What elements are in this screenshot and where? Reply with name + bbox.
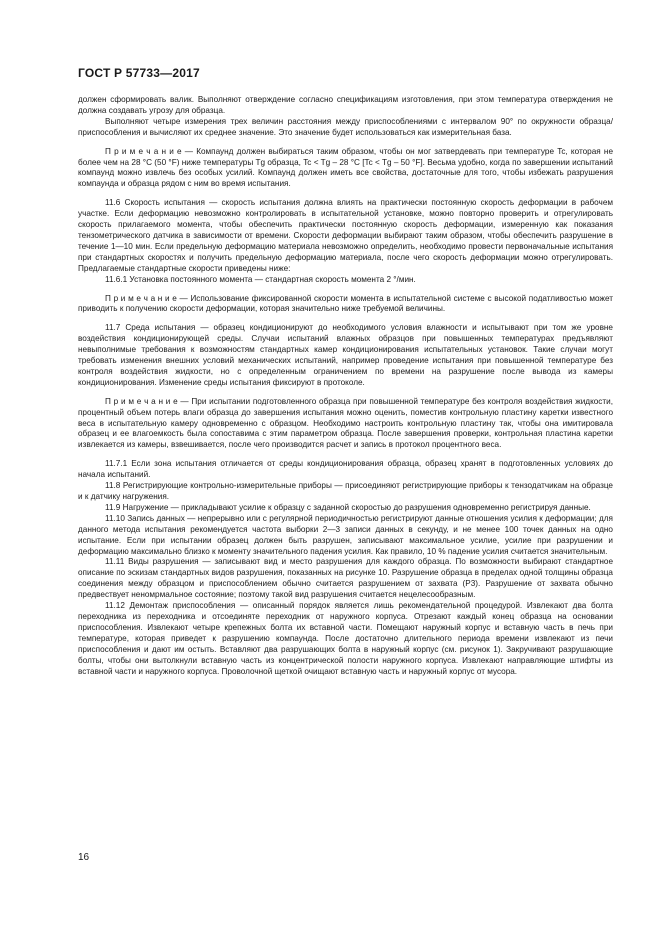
- paragraph-measurements: Выполняют четыре измерения трех величин расстояния между приспособлениями с интервалом 90° по окружности образца/приспособления и вычисляют их среднее значение. Это значение будет использоваться как измерительная база.: [78, 116, 613, 137]
- clause-11-8: 11.8 Регистрирующие контрольно-измерительные приборы — присоединяют регистрирующие приборы к тензодатчикам на образце и к датчику нагружения.: [78, 481, 613, 501]
- note-elevated-temperature: П р и м е ч а н и е — При испытании подготовленного образца при повышенной температуре без контроля воздействия жидкости, процентный объем потерь влаги образца до завершения испытания можно оценить, поместив контрольную пластину каретки известного веса в испытательную камеру одновременно с образцом. Необходимо настроить контрольную пластину так, чтобы она имитировала образец и ее влагоемкость была сопоставима с этим параметром образца. После завершения проверки, контрольная пластина каретки извлекается из камеры, взвешивается, после чего производится расчет и запись в протокол процентного веса.: [78, 396, 613, 450]
- paragraph-continuation: должен сформировать валик. Выполняют отверждение согласно спецификациям изготовления, при этом температура отверждения не должна создавать угрозу для образца.: [78, 95, 613, 115]
- note-moment-rate: П р и м е ч а н и е — Использование фиксированной скорости момента в испытательной системе с высокой податливостью может приводить к получению скорости деформации, которая значительно ниже требуемой величины.: [78, 293, 613, 314]
- clause-11-12: 11.12 Демонтаж приспособления — описанный порядок является лишь рекомендательной процедурой. Извлекают два болта переходника из переходника и отсоединяте переходник от наружного корпуса. Отрезают каждый конец образца на основании приспособления. Извлекают четыре крепежных болта их вставной части. Помещают наружный корпус и вставную часть в печь при температуре, которая приведет к разрушению компаунда. После достаточно длительного периода времени извлекают из печи приспособления и дают им остыть. Вставляют два разрушающих болта в наружный корпус (см. рисунок 1). Закручивают разрушающие болты, чтобы они вытолкнули вставную часть из концентрической полости наружного корпуса. Извлекают направляющие штифты из вставной части и наружного корпуса. Проволочной щеткой очищают вставную часть и наружный корпус от мусора.: [78, 601, 613, 676]
- clause-11-7: 11.7 Среда испытания — образец кондиционируют до необходимого условия влажности и испытывают при том же уровне воздействия кондиционирующей среды. Случаи испытаний влажных образцов при повышенных температурах предъявляют невыполнимые требования к возможностям стандартных камер кондиционирования испытательных установок. Такие случаи могут требовать изменения внешних условий механических испытаний, например проведение испытания при повышенной температуре без контроля воздействия жидкости, но с определенным ограничением по времени на разрушение после вывода из камеры кондиционирования. Изменение среды испытания фиксируют в протоколе.: [78, 323, 613, 387]
- clause-11-6-1: 11.6.1 Установка постоянного момента — стандартная скорость момента 2 °/мин.: [105, 274, 416, 284]
- clause-11-11: 11.11 Виды разрушения — записывают вид и место разрушения для каждого образца. По возможности выбирают стандартное описание по эскизам стандартных видов разрушения, показанных на рисунке 10. Разрушение образца в пределах одной толщины образца соединения между образцом и приспособлением обычно считается разрушением от захвата (Р3). Разрушение от захвата обычно предвествует неномрмальное состояние; поэтому такой вид разрушения считается нецелесообразным.: [78, 557, 613, 600]
- note-compound: П р и м е ч а н и е — Компаунд должен выбираться таким образом, чтобы он мог затвердевать при температуре Tc, которая не более чем на 28 °С (50 °F) ниже температуры Tg образца, Tc < Tg – 28 °С [Tc < Tg – 50 °F]. Весьма удобно, когда по завершении испытаний компаунд можно извлечь без особых усилий. Компаунд должен иметь все свойства, достаточные для того, чтобы избежать разрушения компаунда и образца рядом с ним во время испытания.: [78, 146, 613, 189]
- clause-11-7-1: 11.7.1 Если зона испытания отличается от среды кондиционирования образца, образец хранят в подготовленных условиях до начала испытаний.: [78, 459, 613, 480]
- clause-11-10: 11.10 Запись данных — непрерывно или с регулярной периодичностью регистрируют данные отношения усилия к деформации; для данного метода испытания рекомендуется частота выборки 2—3 записи данных в секунду, и не менее 100 точек данных на одно испытание. Если при испытании образец должен быть разрушен, записывают максимальное усилие, усилие при разрушении и деформацию максимально близко к моменту значительного падения усилия. Как правило, 10 % падение усилия считается значительным.: [78, 513, 613, 556]
- clause-11-6: 11.6 Скорость испытания — скорость испытания должна влиять на практически постоянную скорость деформации в рабочем участке. Если деформацию невозможно контролировать в испытательной установке, можно повторно проверить и отрегулировать скорость прилагаемого момента, чтобы обеспечить практически постоянную скорость деформации, измеренную как показания тензометрического датчика в зависимости от времени. Скорости деформации выбирают таким образом, чтобы обеспечить разрушение в течение 1—10 мин. Если предельную деформацию материала невозможно определить, необходимо провести первоначальные испытания при стандартных скоростях и получить предельную деформацию материала, после чего скорость деформации можно отрегулировать. Предлагаемые стандартные скорости приведены ниже:: [78, 198, 613, 273]
- clause-11-9: 11.9 Нагружение — прикладывают усилие к образцу с заданной скоростью до разрушения одновременно регистрируя данные.: [105, 502, 591, 512]
- page-number: 16: [78, 852, 90, 863]
- document-header: ГОСТ Р 57733—2017: [78, 66, 200, 80]
- document-body: [78, 95, 613, 677]
